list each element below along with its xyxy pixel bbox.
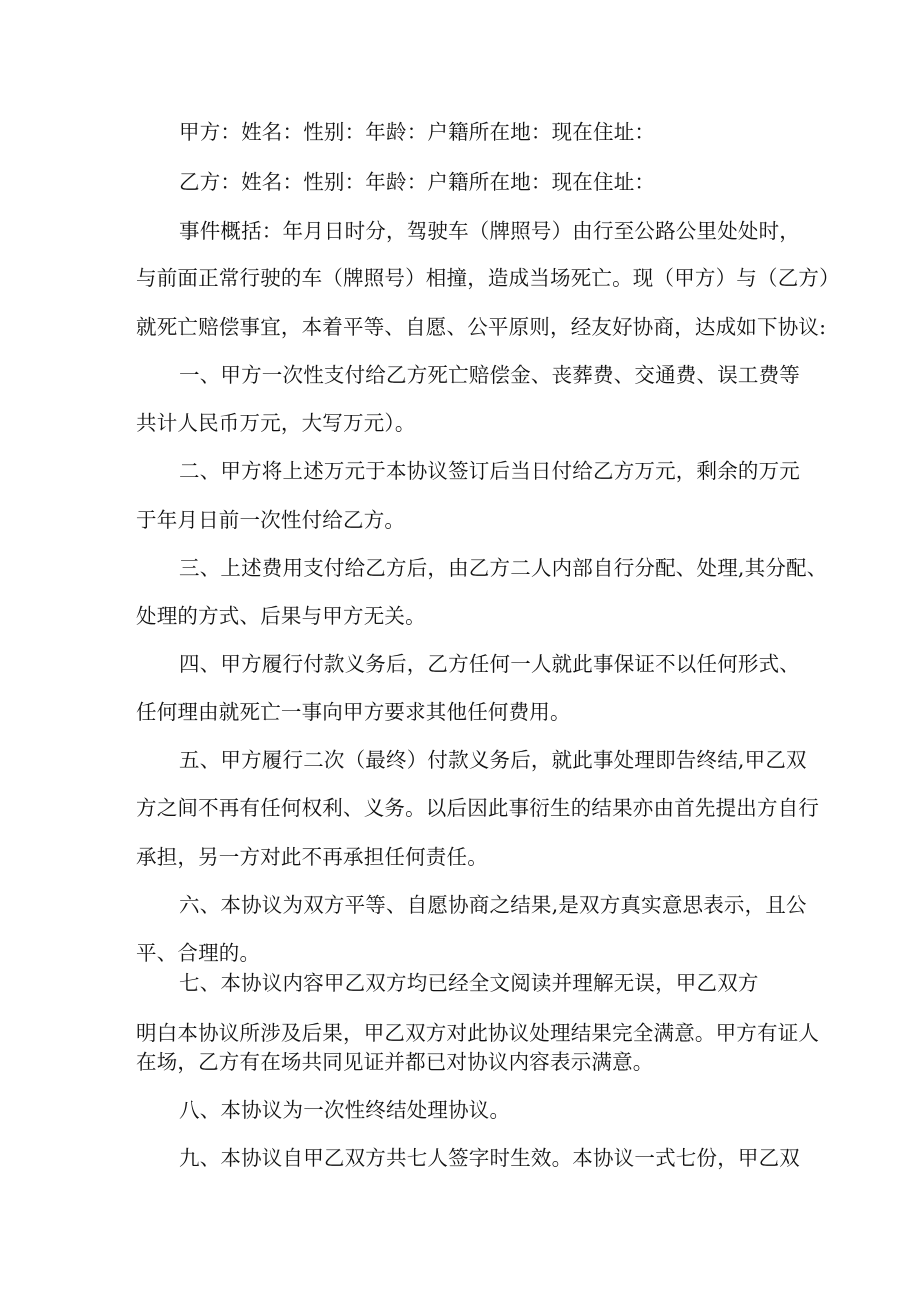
clause-2-line: 二、甲方将上述万元于本协议签订后当日付给乙方万元，剩余的万元 <box>179 459 800 483</box>
party-a-line: 甲方：姓名：性别：年龄：户籍所在地：现在住址： <box>179 120 656 144</box>
clause-4-line: 四、甲方履行付款义务后，乙方任何一人就此事保证不以任何形式、 <box>179 652 800 676</box>
clause-8-line: 八、本协议为一次性终结处理协议。 <box>179 1098 511 1122</box>
clause-5-line: 五、甲方履行二次（最终）付款义务后，就此事处理即告终结,甲乙双 <box>179 748 807 772</box>
clause-3-line: 三、上述费用支付给乙方后，由乙方二人内部自行分配、处理,其分配、 <box>179 556 828 580</box>
body-line: 在场，乙方有在场共同见证并都已对协议内容表示满意。 <box>136 1050 654 1074</box>
body-line: 方之间不再有任何权利、义务。以后因此事衍生的结果亦由首先提出方自行 <box>136 796 820 820</box>
body-line: 于年月日前一次性付给乙方。 <box>136 508 406 532</box>
body-line: 就死亡赔偿事宜，本着平等、自愿、公平原则，经友好协商，达成如下协议: <box>136 315 827 339</box>
body-line: 承担，另一方对此不再承担任何责任。 <box>136 845 488 869</box>
body-line: 共计人民币万元，大写万元）。 <box>136 411 416 435</box>
clause-9-line: 九、本协议自甲乙双方共七人签字时生效。本协议一式七份，甲乙双 <box>179 1146 800 1170</box>
event-summary-line: 事件概括：年月日时分，驾驶车（牌照号）由行至公路公里处处时， <box>179 219 800 243</box>
body-line: 平、合理的。 <box>136 941 261 965</box>
clause-6-line: 六、本协议为双方平等、自愿协商之结果,是双方真实意思表示，且公 <box>179 893 807 917</box>
body-line: 任何理由就死亡一事向甲方要求其他任何费用。 <box>136 700 571 724</box>
body-line: 与前面正常行驶的车（牌照号）相撞，造成当场死亡。现（甲方）与（乙方） <box>136 266 840 290</box>
clause-7-line: 七、本协议内容甲乙双方均已经全文阅读并理解无误，甲乙双方 <box>179 971 759 995</box>
body-line: 明白本协议所涉及后果，甲乙双方对此协议处理结果完全满意。甲方有证人 <box>136 1021 820 1045</box>
body-line: 处理的方式、后果与甲方无关。 <box>136 604 426 628</box>
clause-1-line: 一、甲方一次性支付给乙方死亡赔偿金、丧葬费、交通费、误工费等 <box>179 363 800 387</box>
party-b-line: 乙方：姓名：性别：年龄：户籍所在地：现在住址： <box>179 170 656 194</box>
